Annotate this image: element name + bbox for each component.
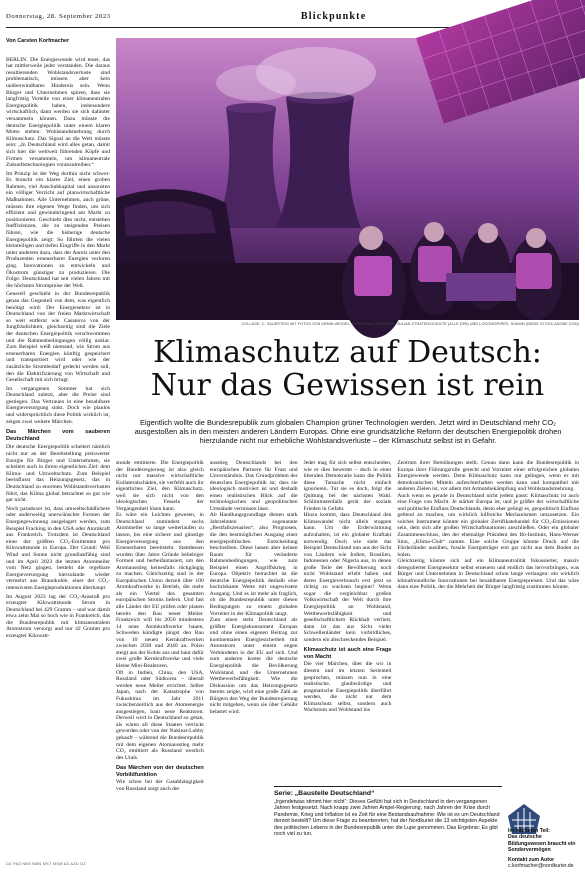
paragraph: stunde emittierte. Die Energiepolitik der Bundesregierung ist also gleich nicht nur massive wirtschaftliche Kollateralschäden, sie verfehlt auch ihr eigentliches Ziel, den Klimaschutz, weil sie sich nicht von den ideologischen Fesseln der Vergangenheit lösen kann. bbox=[116, 460, 204, 512]
contact-email: c.korfmacher@nordkurier.de bbox=[508, 863, 574, 870]
body-columns bbox=[116, 460, 579, 792]
series-title: Serie: „Baustelle Deutschland“ bbox=[274, 790, 375, 797]
subheading: Das Märchen von der deutschen Vorbildfunktion bbox=[116, 765, 204, 778]
paragraph: Jeder mag für sich selbst entscheiden, wie er dies bewertet – doch in einer liberalen Demokratie kann die Politik diese Tatsache nicht einfach ignorieren. Tut sie es doch, folgt die Quittung bei der nächsten Wahl. Schlimmstenfalls gerät der soziale Frieden in Gefahr. bbox=[303, 460, 392, 512]
hero-collage-image bbox=[116, 38, 579, 320]
paragraph: Hinzu kommt, dass Deutschland den Klimawandel nicht allein stoppen kann. Um die Erderwärmung aufzuhalten, ist ein globaler Kraftakt notwendig. Doch wie sieht das Beispiel Deutschland nun aus der Sicht von Ländern wie Indien, Brasilien, Indonesien oder Nigeria aus, in denen große Teile der Bevölkerung noch nicht Wohlstand erlebt haben und deren Energieverbrauch erst jetzt so richtig zu wachsen beginnt? Wenn sogar die vergleichbar großen Volkswirtschaft der Welt durch ihre Energiepolitik an Wohlstand, Wettbewerbsfähigkeit und gesellschaftlichem Rückhalt verliert, dann ist das aus Sicht vieler Schwellenländer kein vorbildliches, sondern ein abschreckendes Beispiel. bbox=[303, 512, 392, 643]
next-part-label: Im nächsten Teil: bbox=[508, 828, 550, 834]
paragraph: ausstieg Deutschlands bei den europäischen Partnern für Frust und Unverständnis. Das Grundproblem der deutschen Energiepolitik ist, dass sie ideologisch motiviert ist und deshalb einen realistischen Blick auf die technologischen und geopolitischen Umstände vermissen lässt. bbox=[209, 460, 298, 512]
article-dek: Eigentlich wollte die Bundesrepublik zum globalen Champion grüner Technologien werden. Jetzt wird in Deutschland mehr CO₂ ausgestoßen als in den meisten anderen Ländern Europas. Ohne eine grundsätzliche Reform der deutschen Energiepolitik drohen hierzulande nicht nur erhebliche Wohlstandsverluste – der Klimaschutz selbst ist in Gefahr. bbox=[134, 418, 562, 446]
paragraph: Die deutsche Energiepolitik scheitert nämlich nicht nur an der Bereitstellung preiswerter Energie für Bürger und Unternehmen, sie scheitert auch in ihrem eigentlichen Ziel: dem Klima- und Umweltschutz. Zum Beispiel beeinflusst das Heizungsgesetz, das in Deutschland zu enormen Wohlstandsverlusten führt, das Klima global betrachtet so gut wie gar nicht. bbox=[6, 444, 110, 504]
paragraph: Oft in Indien, China, den USA, Russland oder Südkorea – überall werden neue Meiler errichtet. Selbst Japan, nach der Katastrophe von Fukushima im Jahr 2011 zwischenzeitlich aus der Atomenergie ausgestiegen, baut neue Reaktoren. Derweil wird in Deutschland so getan, als wären all diese Staaten verrückt geworden oder von der Nuklear-Lobby gekauft – während die Bundesrepublik mit dem eigenen Atomausstieg mehr CO₂ emittiert als Russland westlich des Urals. bbox=[116, 669, 204, 761]
paragraph: Ab Handlungsgrundlage dienen stark Jahrzehnten sogenannte „Bestfallszenarien“, also Prognosen, die den bestmöglichen Ausgang einer energiepolitischen Entscheidung beschreiben. Diese lassen aber keinen Raum für veränderte Rahmenbedingungen, wie zum Beispiel einen Angriffskrieg in Europa. Objektiv betrachtet ist die deutsche Energiepolitik deshalb eine hochriskante Wette mit ungewissem Ausgang. Und es ist mehr als fraglich, ob die Bundesrepublik unter diesen Bedingungen zu einem globalen Vorreiter in der Klimapolitik taugt. bbox=[209, 512, 298, 617]
headline-line-2: Nur das Gewissen ist rein bbox=[150, 368, 545, 403]
body-column bbox=[210, 460, 298, 792]
photo-credit: COLLAGE: C. SAUERTEIG MIT FOTOS VON ARMIN WEIGEL, CHRISTIAN CHARISIUS, JULIAN STRATENSCHULTE (ALLE DPA) UND LOGOINSPIRES, SHAMM (BEIDE STOCK.ADOBE.COM) bbox=[241, 322, 579, 326]
subheading: Das Märchen vom sauberen Deutschland bbox=[6, 429, 110, 442]
issue-date: Donnerstag, 28. September 2023 bbox=[6, 12, 111, 20]
author-byline: Von Carsten Korfmacher bbox=[6, 38, 70, 44]
paragraph: Es wäre ein Leichtes gewesen, in Deutschland zumindest sechs Atommeiler so lange weiterlaufen zu lassen, bis eine sichere und günstige Energieversorgung aus den Erneuerbaren bereitsteht. Stattdessen wurden über Jahre Gründe beliebiger Formen und herbeifantasiert, um den Atomausstieg keinesfalls rückgängig zu machen. Gleichzeitig sind in der Europäischen Union derzeit über 100 Atomkraftwerke in Betrieb, die mehr als ein Viertel des gesamten europäischen Stroms liefern. Und fast alle Länder der EU prüfen oder planen bereits den Bau neuer Meiler. Frankreich will bis 2050 mindestens 14 neue Atomkraftwerke bauen, Schweden kündigte jüngst den Bau von 10 neuen Kernkraftwerken zwischen 2030 und 2040 an. Polen steigt aus der Kohle aus und baut dafür zwei große Kernkraftwerke und viele kleine Mini-Reaktoren. bbox=[116, 512, 204, 669]
series-box bbox=[274, 786, 502, 858]
subheading: Klimaschutz ist auch eine Frage von Macht bbox=[303, 647, 392, 660]
contact-label: Kontakt zum Autor bbox=[508, 857, 555, 864]
body-column bbox=[397, 460, 579, 792]
headline-line-1: Klimaschutz auf Deutsch: bbox=[153, 335, 542, 370]
paragraph: Im August 2023 lag der CO₂-Ausstoß pro erzeugter Kilowattstunde Strom in Deutschland bei 429 Gramm – und war damit etwa zehn Mal so hoch wie in Frankreich, das die Bundesrepublik mit klimaneutralem Atomstrom versorgt und nur 42 Gramm pro erzeugter Kilowatt- bbox=[6, 593, 110, 640]
body-column bbox=[116, 460, 204, 792]
section-title: Blickpunkte bbox=[300, 10, 367, 22]
paragraph: Im vergangenen Sommer hat sich Deutschland zuletzt, aber die Preise sind gestiegen. Das Vertrauen in eine bezahlbare Energieversorgung sinkt. Doch wie planlos und widersprüchlich diese Politik wirklich ist, zeigen zwei weitere Märchen. bbox=[6, 385, 110, 425]
paragraph: Zentrum ihrer Bemühungen stellt. Genau dann kann die Bundesrepublik in Europa ihrer Führungsrolle gerecht und Vorreiter einer erfolgreichen globalen Energiewende werden. Denn Klimaschutz kann nur gelingen, wenn er mit demokratischen Mitteln aufrechterhalten werden kann und kompatibel mit anderen Zielen ist, vor allem mit Armutsbekämpfung und Wohlstandsmehrung. bbox=[397, 460, 579, 493]
paragraph: Im Prinzip ist der Weg dorthin nicht schwer: Es braucht ein klares Ziel, einen groben Rahmen, viel Anschubkapital und ansonsten ein völliger Verzicht auf planwirtschaftliche Maßnahmen. Alle Unternehmen, auch grüne, müssen ihre eigenen Wege finden, um sich effizient und gewinnbringend am Markt zu positionieren. Geschieht dies nicht, entstehen Ineffizienzen, die zu steigenden Preisen führen, wie die bisherige deutsche Energiepolitik zeigt: So führten die vielen kleinteiligen und tiefen Eingriffe in den Markt unter anderem dazu, dass der Anreiz unter den Produzenten erneuerbarer Energien verloren ging. Innovationen zu entwickeln und Ökostrom günstiger zu produzieren. Die Folge: Deutschland hat seit vielen Jahren mit die höchsten Strompreise der Welt. bbox=[6, 170, 110, 289]
next-part-text: Das deutsche Bildungswesen braucht ein Sondervermögen bbox=[508, 834, 576, 853]
paragraph: Auch wenn es gerade in Deutschland nicht jedem passt: Klimaschutz ist auch eine Frage von Macht. Je stärker Europa ist, und je größer der wirtschaftliche und politische Einfluss Deutschlands, desto eher gelingt es, geopolitisch Einfluss geltend zu machen, um wirklich hilfreiche Mechanismen umzusetzen. Ein solches Instrument könnte ein globaler Zertifikatehandel für CO₂-Emissionen sein, dem sich alle großen Wirtschaftsnationen anschließen. Oder ein globaler Zusammenschluss, den der ehemalige Präsident des Ifo-Instituts, Hans-Werner Sinn, „Klima-Club“ nannte. Eine solche Gruppe könnte Druck auf die Förderländer ausüben, fossile Energieträger erst gar nicht aus dem Boden zu holen. bbox=[397, 492, 579, 558]
paragraph: Gleichzeitig könnte sich auf ein Klimaneutralität fokussierter, massiv deregulierter Energiesektor selbst erneuern und endlich das hervorbringen, was Bürger und Unternehmen in Deutschland schon lange verlangen: ein wirklich klimafreundliche Innovationen bei bezahlbaren Energiepreisen. Und das wäre dann eine Politik, der die Mehrheit der Bürger langfristig zustimmen könnte. bbox=[397, 558, 579, 591]
headline bbox=[116, 336, 579, 402]
paragraph: Wie schon bei der Gasabhängigkeit von Russland sorgt auch der bbox=[116, 779, 204, 792]
paragraph: Die vier Märchen, über die wir in diesem und im letzten Serienteil gesprochen, müssen nun in eine realistische, glaubwürdige und pragmatische Energiepolitik überführt werden, die nicht nur dem Klimaschutz selbst, sondern auch Wachstum und Wohlstand ins bbox=[303, 661, 392, 714]
edition-codes: DZ PAZ NBS NBN MST MSM AZ AZD DZ bbox=[6, 862, 86, 866]
paragraph: Zum einen steht Deutschland als größter Energiekonsument Europas und ohne einen eigenen Beitrag zur kontinentalen Energiesicherheit mit Atomstrom unter einem engen Verbündeten in der EU auf sich. Und zum anderen kostet die deutsche Energiepolitik die Bevölkerung Wohlstand und die Unternehmen Wettbewerbsfähigkeit. Wie die Diskussion um das Heizungsgesetz bereits zeigte, wird eine große Zahl an Bürgern den Weg der Bundesregierung nicht mitgehen, wenn sie über Gebühr belastet wird. bbox=[209, 617, 298, 715]
info-box bbox=[508, 828, 580, 870]
series-text: „Irgendetwas stimmt hier nicht“: Dieses Gefühl hat sich in Deutschland in den vergangenen Jahren festgesetzt. Nach knapp zwei Jahren Ampel-Regierung, nach Jahren der Krise durch Pandemie, Krieg und Inflation ist es Zeit für eine Bestandsaufnahme: Wie ist es um Deutschland derzeit bestellt? Um diese Frage zu beantworten, hat der Nordkurier die 13 wichtigsten Aspekte des politischen Lebens in der Bundesrepublik unter die Lupe genommen. Das Ergebnis: Es gibt noch viel zu tun. bbox=[274, 799, 500, 838]
paragraph: BERLIN. Die Energiewende wird teuer, das hat mittlerweile jeder verstanden. Die daraus resultierenden Wohlstandsverluste sind problematisch, müssen aber kein unüberwindbares Hindernis sein. Wenn Bürger und Unternehmen spüren, dass sie langfristig Vorteile von einer klimaneutralen Energiepolitik haben, insbesondere wirtschaftlich, dann werden sie sich dahinter versammeln können. Dazu müsste die deutsche Energiepolitik unter einem klaren Motto stehen: Wohlstandsmehrung durch Klimaschutz. Das Signal an die Welt müsste sein: „In Deutschland wird alles getan, damit sich hier die weltweit führenden Köpfe und Firmen versammeln, um klimaneutrale Zukunftstechnologien voranzutreiben.“ bbox=[6, 56, 110, 169]
paragraph: Noch paradoxer ist, dass umweltschädlichere oder anderweitig unerwünschte Formen der Energiegewinnung ausgelagert werden, zum Beispiel Fracking in den USA oder Atomkraft aus Frankreich. Trotzdem ist Deutschland einer der größten CO₂-Emittenten pro Kilowattstunde in Europa. Der Grund: Weil Wind und Sonne nicht grundlastfähig sind und im April 2023 die letzten Atommeiler vom Netz gingen, besteht die regelbare Energieversorgung hierzulande wieder vermehrt aus Braunkohle, einer der CO₂-intensivsten Energieproduktionen überhaupt. bbox=[6, 505, 110, 591]
lead-column bbox=[6, 38, 110, 848]
paragraph: Generell geschieht in der Bundesrepublik genau das Gegenteil von dem, was eigentlich benötigt wird: Der Energiesektor ist in Deutschland von der freien Marktwirtschaft so weit entfernt wie Casanova von der Jungfräulichkeit, gleichzeitig sind die Ziele der deutschen Energiepolitik verschwommen und die Rahmenbedingungen völlig unklar. Zum Beispiel weiß niemand, wie Strom aus erneuerbaren Energien künftig gespeichert und transportiert wird oder wie der zusätzliche Strombedarf gedeckt werden soll, den die Elektrifizierung von Wirtschaft und Gesellschaft mit sich bringt. bbox=[6, 291, 110, 384]
body-column bbox=[304, 460, 392, 792]
